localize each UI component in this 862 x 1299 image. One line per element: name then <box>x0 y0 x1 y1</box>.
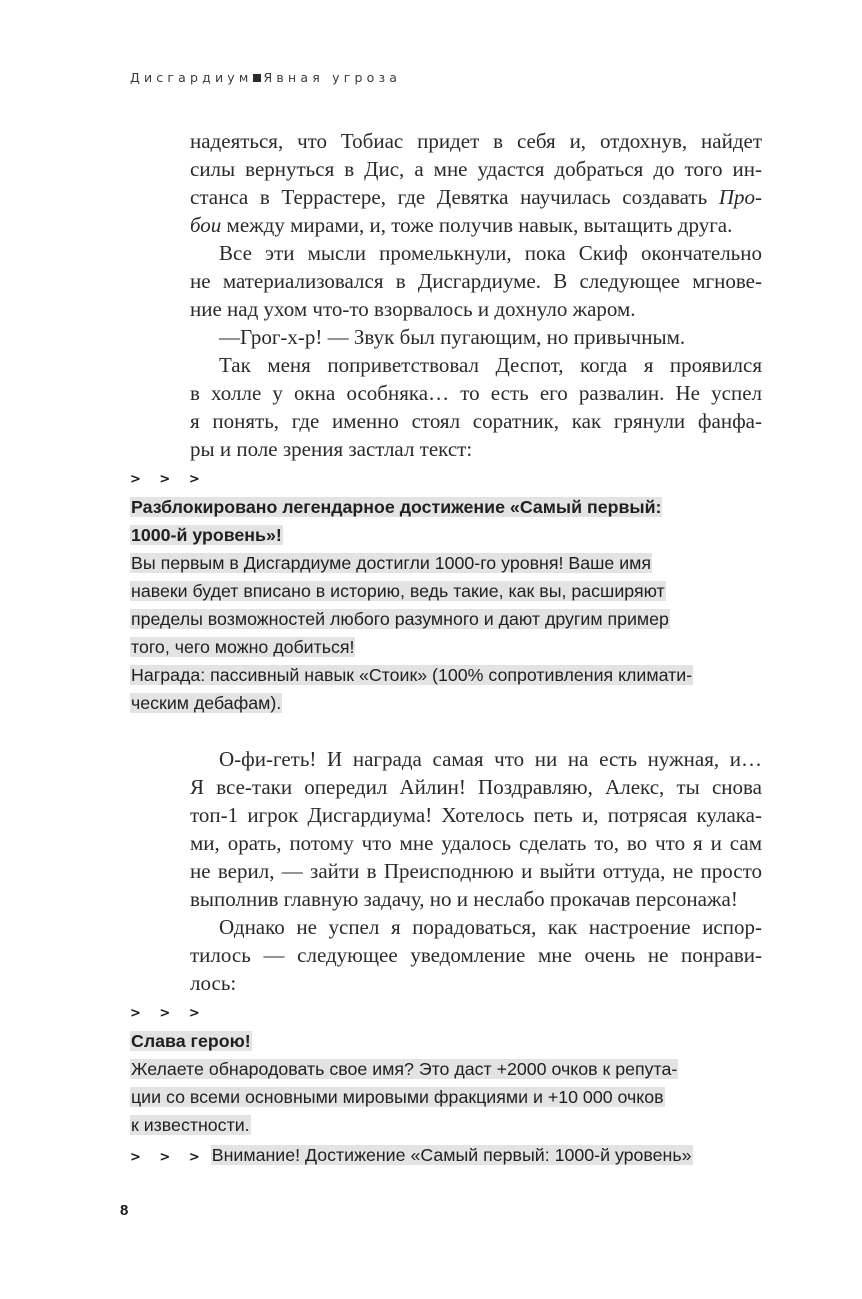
text-line: в холле у окна особняка… то есть его развалин. Не успел <box>190 381 762 405</box>
text-line: бои между мирами, и, тоже получив навык, вытащить друга. <box>190 213 733 237</box>
text-line: тилось — следующее уведомление мне очень не понрави- <box>190 943 762 967</box>
message-body-line: Желаете обнародовать свое имя? Это даст +2000 очков к репута- <box>131 1059 678 1079</box>
page-number: 8 <box>120 1202 129 1219</box>
message-body-line: к известности. <box>131 1115 250 1135</box>
message-title: Слава герою! <box>131 1031 251 1051</box>
achievement-body-line: пределы возможностей любого разумного и дают другим пример <box>131 609 669 629</box>
system-arrows-icon: > > > <box>130 472 207 487</box>
narrative-block-2 <box>190 745 762 997</box>
text-line: топ-1 игрок Дисгардиума! Хотелось петь и, потрясая кулака- <box>190 803 762 827</box>
square-bullet-icon <box>253 74 261 82</box>
text-line: выполнив главную задачу, но и неслабо прокачав персонажа! <box>190 887 738 911</box>
message-body-line: ции со всеми основными мировыми фракциями и +10 000 очков <box>131 1087 664 1107</box>
notification-line <box>130 1142 693 1168</box>
achievement-reward-line: Награда: пассивный навык «Стоик» (100% сопротивления климати- <box>131 665 693 685</box>
narrative-block-1 <box>190 127 762 463</box>
text-line: не материализовался в Дисгардиуме. В следующее мгнове- <box>190 269 762 293</box>
running-head <box>130 70 401 85</box>
achievement-body-line: навеки будет вписано в историю, ведь такие, как вы, расширяют <box>131 581 665 601</box>
system-arrows-icon: > > > <box>130 1006 207 1021</box>
text-line: силы вернуться в Дис, а мне удастся добраться до того ин- <box>190 157 762 181</box>
system-arrows-icon: > > > <box>130 1150 207 1165</box>
text-line: надеяться, что Тобиас придет в себя и, отдохнув, найдет <box>190 129 762 153</box>
achievement-title: Разблокировано легендарное достижение «Самый первый: <box>131 497 662 517</box>
text-line: не верил, — зайти в Преисподнюю и выйти оттуда, не просто <box>190 859 762 883</box>
text-line: Так меня поприветствовал Деспот, когда я проявился <box>219 353 762 377</box>
text-line: Я все-таки опередил Айлин! Поздравляю, Алекс, ты снова <box>190 775 762 799</box>
text-line: станса в Террастере, где Девятка научилась создавать Про- <box>190 185 762 209</box>
text-line: я понять, где именно стоял соратник, как грянули фанфа- <box>190 409 762 433</box>
achievement-body-line: Вы первым в Дисгардиуме достигли 1000-го уровня! Ваше имя <box>131 553 651 573</box>
achievement-reward-line: ческим дебафам). <box>131 693 282 713</box>
text-line: Все эти мысли промелькнули, пока Скиф окончательно <box>219 241 762 265</box>
text-line: О-фи-геть! И награда самая что ни на есть нужная, и… <box>219 747 762 771</box>
text-line: —Грог-х-р! — Звук был пугающим, но привычным. <box>219 325 686 349</box>
text-line: Однако не успел я порадоваться, как настроение испор- <box>219 915 762 939</box>
achievement-body-line: того, чего можно добиться! <box>131 637 355 657</box>
text-line: ры и поле зрения застлал текст: <box>190 437 473 461</box>
running-head-author: Дисгардиум <box>130 70 253 85</box>
text-line: ми, орать, потому что мне удалось сделать то, во что я и сам <box>190 831 762 855</box>
notification-text: Внимание! Достижение «Самый первый: 1000-й уровень» <box>211 1145 692 1165</box>
running-head-title: Явная угроза <box>263 70 402 85</box>
text-line: ние над ухом что-то взорвалось и дохнуло жаром. <box>190 297 636 321</box>
text-line: лось: <box>190 971 237 995</box>
achievement-title: 1000-й уровень»! <box>131 525 282 545</box>
